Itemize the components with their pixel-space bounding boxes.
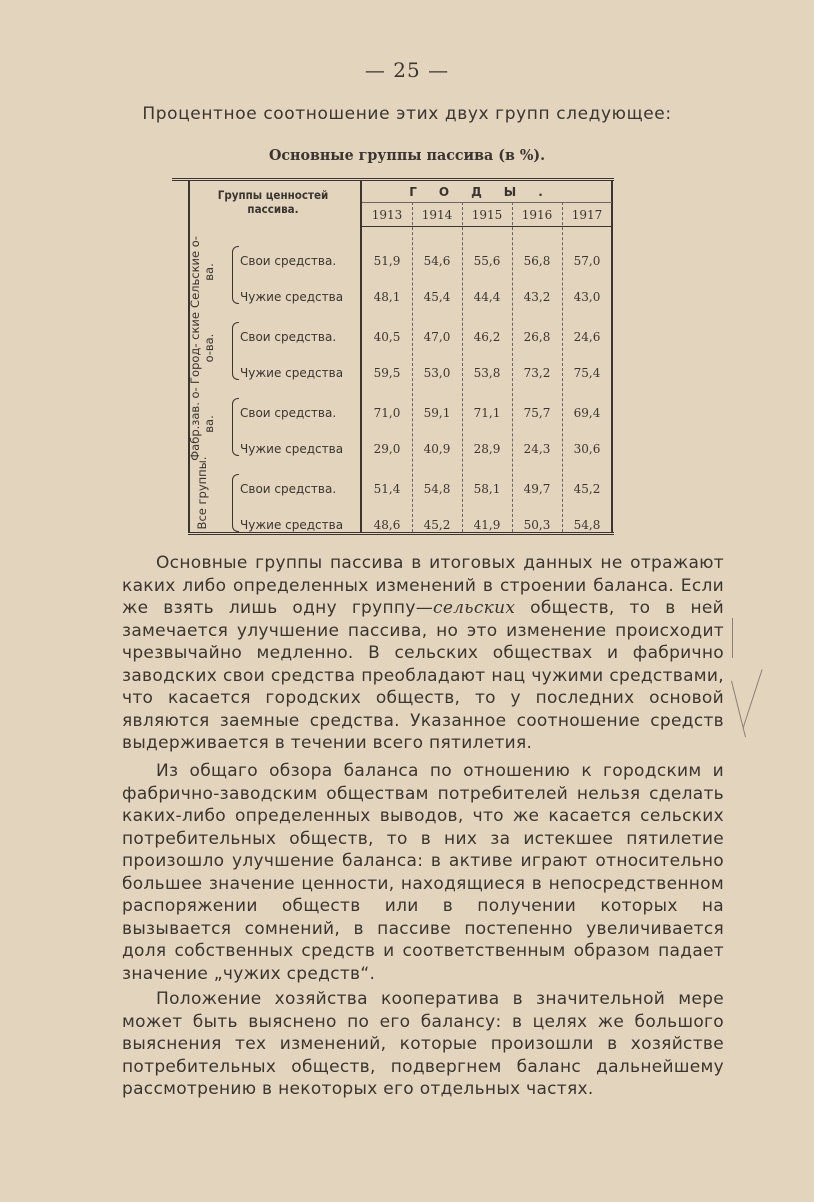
- table-cell: 48,1: [373, 290, 401, 304]
- row-label: Свои средства.: [240, 254, 337, 268]
- table-cell: 51,4: [373, 482, 401, 496]
- table-cell: 56,8: [523, 254, 551, 268]
- year-header: 1915: [471, 208, 503, 222]
- year-header: 1916: [521, 208, 553, 222]
- table-cell: 50,3: [523, 518, 551, 532]
- table-cell: 57,0: [573, 254, 601, 268]
- intro-line: Процентное соотношение этих двух групп следующее:: [142, 104, 672, 124]
- table-bottom-rule: [188, 532, 614, 535]
- table-right-border: [611, 181, 613, 532]
- table-cell: 40,5: [373, 330, 401, 344]
- table-cell: 49,7: [523, 482, 551, 496]
- table-cell: 41,9: [473, 518, 501, 532]
- paragraph-3: [122, 988, 724, 1101]
- table-cell: 46,2: [473, 330, 501, 344]
- table-cell: 45,4: [423, 290, 451, 304]
- group-brace: [232, 322, 239, 380]
- paragraph-1: [122, 552, 724, 755]
- table-cell: 55,6: [473, 254, 501, 268]
- group-brace: [232, 474, 239, 532]
- group-brace: [232, 398, 239, 456]
- years-rule: [362, 202, 612, 203]
- table-cell: 71,1: [473, 406, 501, 420]
- liabilities-table: [172, 178, 614, 541]
- table-label-divider: [360, 181, 362, 532]
- p1-emphasis: сельских: [433, 598, 516, 618]
- table-cell: 24,3: [523, 442, 551, 456]
- table-cell: 73,2: [523, 366, 551, 380]
- p3-text: Положение хозяйства кооператива в значительной мере может быть выяснено по его балансу: в целях же большого выяснения тех изменений, которые произошли в хозяйстве потребительных обществ, подвергнем баланс дальнейшему рассмотрению в некоторых его отдельных частях.: [122, 989, 724, 1099]
- table-cell: 54,6: [423, 254, 451, 268]
- table-cell: 54,8: [423, 482, 451, 496]
- table-cell: 59,1: [423, 406, 451, 420]
- page-number: — 25 —: [364, 58, 450, 82]
- header-rule: [362, 226, 612, 227]
- group-label: Фабр.зав. о-ва.: [188, 387, 216, 461]
- group-label: Все группы.: [195, 456, 209, 530]
- row-label: Чужие средства: [240, 290, 344, 304]
- p2-text: Из общаго обзора баланса по отношению к городским и фабрично-заводским обществам потребителей нельзя сделать каких-либо определенных выводов, что же касается сельских потребительных обществ, то в них за истекшее пятилетие произошло улучшение баланса: в активе играют относительно большее значение ценности, находящиеся в непосредственном распоряжении обществ или в получении которых на вызывается сомнений, в пассиве постепенно увеличивается доля собственных средств и соответственным образом падает значение „чужих средств“.: [122, 761, 724, 984]
- year-header: 1917: [571, 208, 603, 222]
- table-top-rule: [172, 178, 614, 181]
- p1-text-a: Основные группы пассива в итоговых данных не отражают каких либо определенных изменений в строении баланса. Если же взять лишь одну группу—: [122, 553, 724, 618]
- row-label: Чужие средства: [240, 366, 344, 380]
- table-cell: 71,0: [373, 406, 401, 420]
- pencil-mark: [742, 669, 762, 728]
- table-cell: 45,2: [423, 518, 451, 532]
- pencil-mark: [731, 681, 746, 738]
- group-label: Сельские о-ва.: [188, 236, 216, 308]
- table-title: Основные группы пассива (в %).: [268, 146, 546, 164]
- year-header: 1913: [371, 208, 403, 222]
- table-cell: 30,6: [573, 442, 601, 456]
- p1-text-b: обществ, то в ней замечается улучшение пассива, но это изменение происходит чрезвычайно медленно. В сельских обществах и фабрично заводских свои средства преобладают нац чужими средствами, что касается городских обществ, то у последних основой являются заемные средства. Указанное соотношение средств выдерживается в течении всего пятилетия.: [122, 598, 724, 753]
- table-cell: 69,4: [573, 406, 601, 420]
- header-years: ГОДЫ.: [409, 185, 565, 199]
- table-cell: 51,9: [373, 254, 401, 268]
- table-cell: 45,2: [573, 482, 601, 496]
- row-label: Свои средства.: [240, 406, 337, 420]
- table-cell: 48,6: [373, 518, 401, 532]
- row-label: Свои средства.: [240, 330, 337, 344]
- paragraph-2: [122, 760, 724, 985]
- row-label: Чужие средства: [240, 518, 344, 532]
- table-cell: 40,9: [423, 442, 451, 456]
- year-header: 1914: [421, 208, 453, 222]
- table-cell: 59,5: [373, 366, 401, 380]
- table-cell: 28,9: [473, 442, 501, 456]
- table-cell: 43,0: [573, 290, 601, 304]
- row-label: Свои средства.: [240, 482, 337, 496]
- header-main: Группы ценностей пассива.: [217, 188, 329, 216]
- table-cell: 53,8: [473, 366, 501, 380]
- table-cell: 58,1: [473, 482, 501, 496]
- group-brace: [232, 246, 239, 304]
- table-cell: 53,0: [423, 366, 451, 380]
- table-cell: 75,7: [523, 406, 551, 420]
- table-cell: 24,6: [573, 330, 601, 344]
- pencil-mark: [732, 618, 733, 658]
- table-cell: 75,4: [573, 366, 601, 380]
- table-cell: 44,4: [473, 290, 501, 304]
- group-label: Город- ские о-ва.: [188, 312, 216, 384]
- table-cell: 54,8: [573, 518, 601, 532]
- table-cell: 47,0: [423, 330, 451, 344]
- row-label: Чужие средства: [240, 442, 344, 456]
- table-cell: 26,8: [523, 330, 551, 344]
- table-cell: 43,2: [523, 290, 551, 304]
- table-cell: 29,0: [373, 442, 401, 456]
